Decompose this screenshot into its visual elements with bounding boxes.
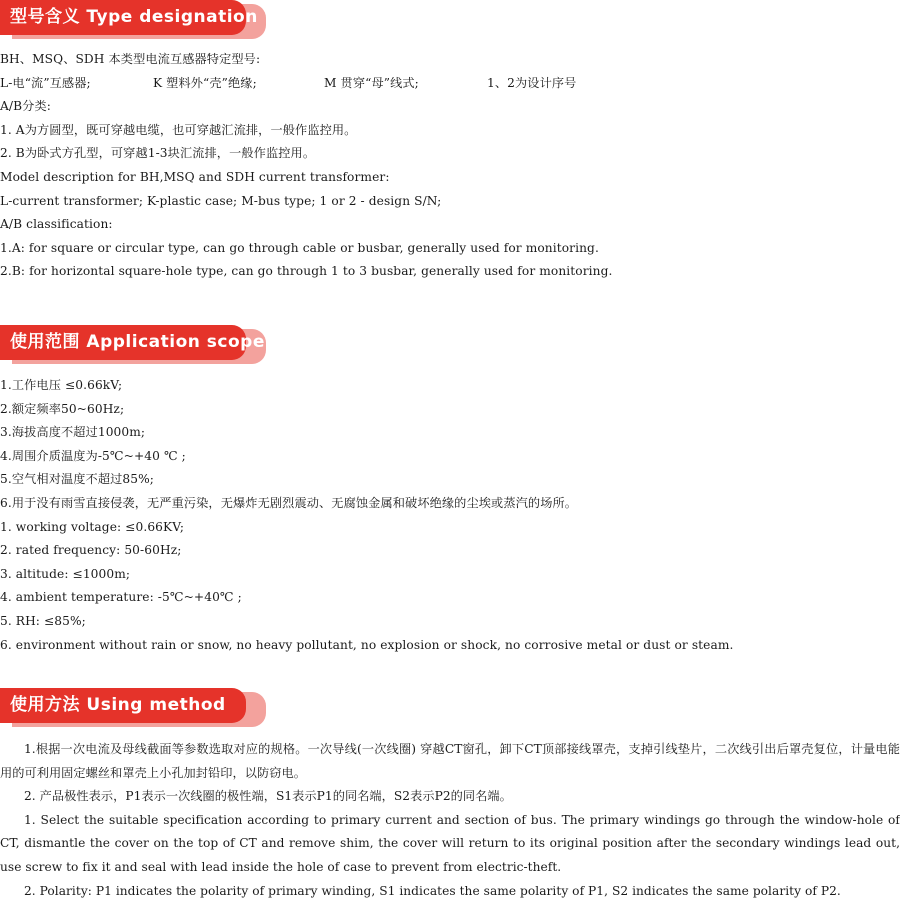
type-designation-title: 型号含义 Type designation — [10, 7, 258, 27]
as-item: 1.工作电压 ≤0.66kV; — [0, 378, 123, 392]
td-line-8: A/B classification: — [0, 217, 113, 232]
td-line-2d: 1、2为设计序号 — [487, 75, 577, 90]
td-line-5: 2. B为卧式方孔型，可穿越1-3块汇流排，一般作监控用。 — [0, 146, 316, 161]
td-line-10: 2.B: for horizontal square-hole type, can go through 1 to 3 busbar, generally used for monitoring. — [0, 264, 613, 279]
td-line-6: Model description for BH,MSQ and SDH current transformer: — [0, 169, 390, 184]
application-scope-header — [0, 325, 266, 360]
td-line-2b: K 塑料外“壳”绝缘; — [153, 75, 257, 90]
as-item: 2. rated frequency: 50-60Hz; — [0, 543, 182, 558]
td-line-3: A/B分类: — [0, 99, 51, 114]
td-line-1: BH、MSQ、SDH 本类型电流互感器特定型号: — [0, 52, 261, 66]
using-method-title: 使用方法 Using method — [10, 695, 226, 715]
as-item: 1. working voltage: ≤0.66KV; — [0, 519, 185, 534]
um-paragraph-1: 1.根据一次电流及母线截面等参数选取对应的规格。一次导线(一次线圈) 穿越CT窗孔，卸下CT顶部接线罩壳，支掉引线垫片，二次线引出后罩壳复位，计量电能用的可利用固定螺丝和罩壳上小孔加封铅印，以防窃电。 — [0, 742, 900, 780]
as-item: 5. RH: ≤85%; — [0, 613, 86, 628]
type-designation-header — [0, 0, 266, 35]
application-scope-title: 使用范围 Application scope — [10, 332, 265, 352]
as-item: 4. ambient temperature: -5℃~+40℃ ; — [0, 590, 242, 605]
um-paragraph-2: 2. 产品极性表示，P1表示一次线圈的极性端，S1表示P1的同名端，S2表示P2的同名端。 — [24, 789, 512, 804]
application-scope-body — [0, 374, 900, 657]
um-paragraph-4: 2. Polarity: P1 indicates the polarity of primary winding, S1 indicates the same polarity of P1, S2 indicates the same polarity of P2. — [24, 883, 841, 898]
as-item: 6. environment without rain or snow, no heavy pollutant, no explosion or shock, no corrosive metal or dust or steam. — [0, 637, 734, 652]
td-line-2 — [0, 72, 900, 96]
td-line-2c: M 贯穿“母”线式; — [324, 75, 419, 90]
td-line-4: 1. A为方圆型，既可穿越电缆，也可穿越汇流排，一般作监控用。 — [0, 122, 357, 137]
um-paragraph-3: 1. Select the suitable specification according to primary current and section of bus. The primary windings go through the window-hole of CT, dismantle the cover on the top of CT and remove shim, the cover will return to its original position after the secondary windings lead out, use screw to fix it and seal with lead inside the hole of case to prevent from electric-theft. — [0, 812, 900, 874]
using-method-body — [0, 738, 900, 903]
td-line-7: L-current transformer; K-plastic case; M-bus type; 1 or 2 - design S/N; — [0, 193, 442, 208]
td-line-2a: L-电“流”互感器; — [0, 75, 91, 90]
as-item: 6.用于没有雨雪直接侵袭，无严重污染，无爆炸无剧烈震动、无腐蚀金属和破坏绝缘的尘埃或蒸汽的场所。 — [0, 495, 578, 510]
as-item: 3. altitude: ≤1000m; — [0, 566, 131, 581]
type-designation-body — [0, 48, 900, 284]
td-line-9: 1.A: for square or circular type, can go through cable or busbar, generally used for monitoring. — [0, 240, 599, 255]
using-method-header — [0, 688, 266, 723]
as-item: 2.额定频率50~60Hz; — [0, 401, 125, 416]
as-item: 4.周围介质温度为-5℃~+40 ℃ ; — [0, 448, 186, 463]
as-item: 3.海拔高度不超过1000m; — [0, 425, 146, 440]
as-item: 5.空气相对温度不超过85%; — [0, 472, 155, 487]
